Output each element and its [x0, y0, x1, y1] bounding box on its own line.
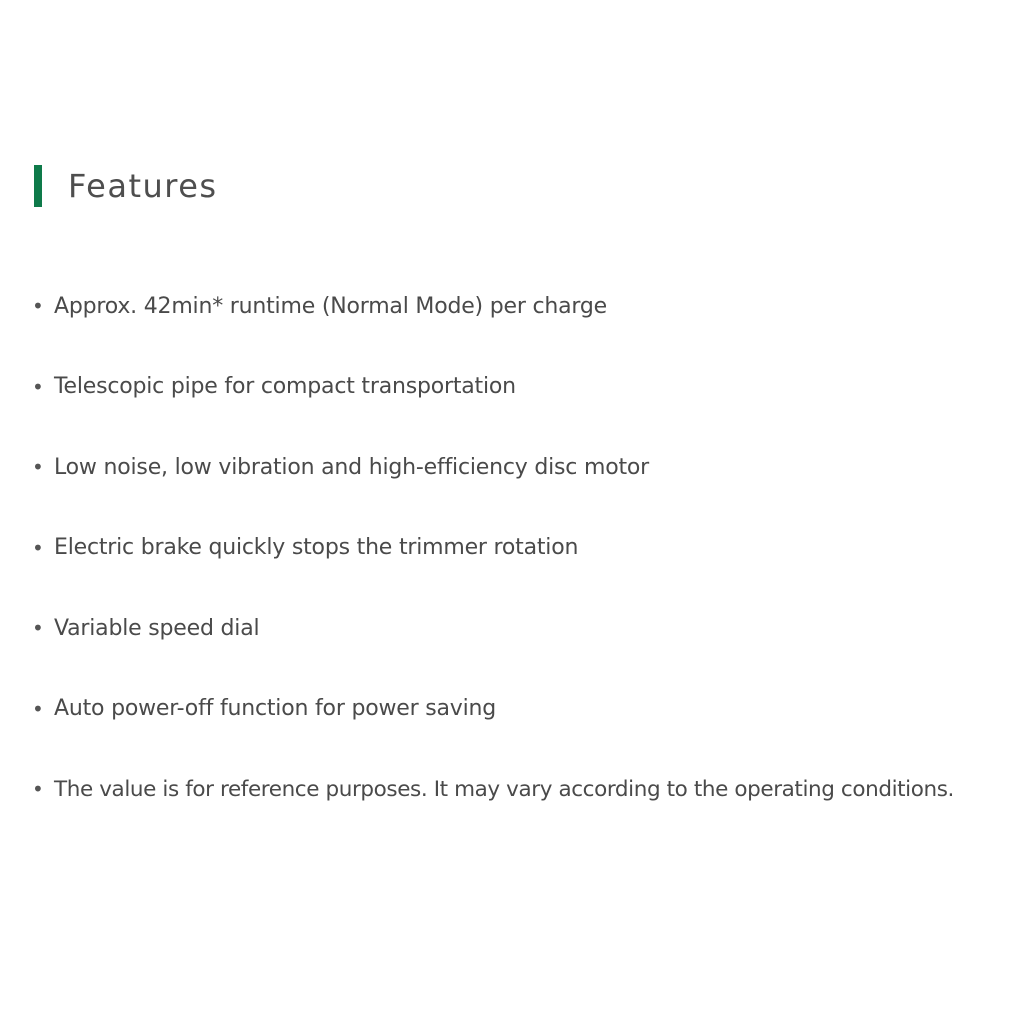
- accent-bar: [34, 165, 42, 207]
- feature-item: [30, 365, 1020, 409]
- section-title: Features: [68, 167, 218, 205]
- feature-text: The value is for reference purposes. It may vary according to the operating conditions.: [54, 776, 954, 802]
- feature-item: [30, 606, 1020, 650]
- feature-item: [30, 687, 1020, 731]
- bullet-icon: •: [32, 294, 44, 318]
- feature-text: Auto power-off function for power saving: [54, 696, 497, 721]
- bullet-icon: •: [32, 455, 44, 479]
- feature-text: Variable speed dial: [54, 615, 260, 641]
- feature-item: [30, 445, 1020, 489]
- feature-text: Telescopic pipe for compact transportation: [54, 374, 516, 399]
- feature-item: [30, 284, 1020, 328]
- feature-list: [30, 284, 1020, 848]
- bullet-icon: •: [32, 696, 44, 721]
- section-header: [34, 165, 218, 207]
- bullet-icon: •: [32, 616, 44, 640]
- feature-text: Approx. 42min* runtime (Normal Mode) per charge: [54, 293, 607, 319]
- bullet-icon: •: [32, 535, 44, 560]
- bullet-icon: •: [32, 777, 44, 801]
- feature-item: [30, 526, 1020, 570]
- feature-footnote: [30, 767, 1020, 811]
- bullet-icon: •: [32, 374, 44, 399]
- feature-text: Low noise, low vibration and high-efficiency disc motor: [54, 454, 649, 480]
- feature-text: Electric brake quickly stops the trimmer rotation: [54, 535, 579, 560]
